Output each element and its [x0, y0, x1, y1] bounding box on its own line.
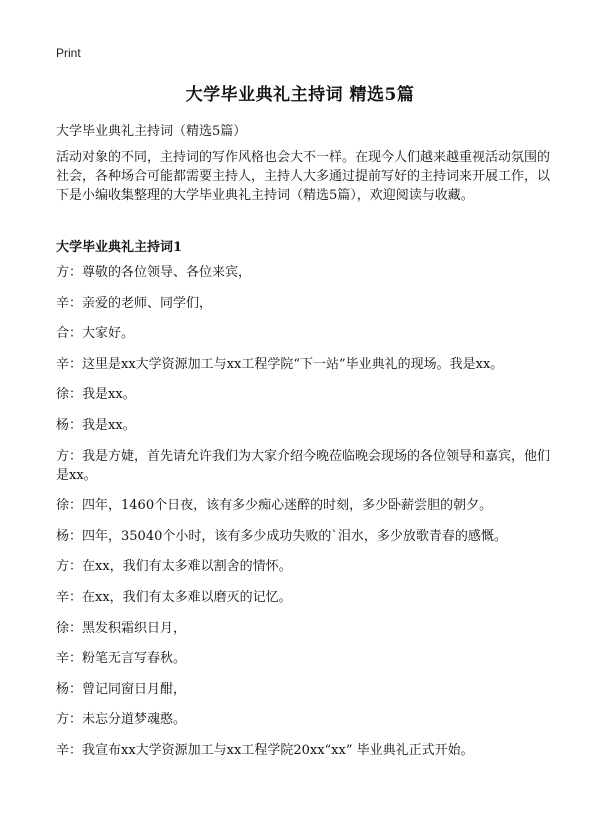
dialogue-line: 合：大家好。: [56, 326, 135, 342]
dialogue-line: 徐：四年，1460个日夜，该有多少痴心迷醉的时刻，多少卧薪尝胆的朝夕。: [56, 498, 493, 514]
dialogue-line: 方：尊敬的各位领导、各位来宾，: [56, 265, 252, 280]
dialogue-list: [56, 263, 552, 772]
dialogue-line: 辛：在xx，我们有太多难以磨灭的记忆。: [56, 589, 292, 605]
dialogue-line: 徐：黑发积霜织日月，: [56, 620, 187, 636]
dialogue-line: 辛：我宣布xx大学资源加工与xx工程学院20xx“xx” 毕业典礼正式开始。: [56, 742, 474, 758]
intro-paragraph: 活动对象的不同，主持词的写作风格也会大不一样。在现今人们越来越重视活动氛围的社会，各种场合可能都需要主持人，主持人大多通过提前写好的主持词来开展工作，以下是小编收集整理的大学毕业典礼主持词（精选5篇），欢迎阅读与收藏。: [56, 150, 551, 203]
dialogue-line: 方：在xx，我们有太多难以割舍的情怀。: [56, 559, 292, 575]
dialogue-line: 杨：四年，35040个小时，该有多少成功失败的`泪水，多少放歌青春的感慨。: [56, 528, 507, 544]
dialogue-line: 方：未忘分道梦魂憨。: [56, 712, 187, 728]
print-label: Print: [56, 46, 81, 60]
page-title: 大学毕业典礼主持词 精选5篇: [185, 85, 415, 105]
dialogue-line: 杨：曾记同窗日月酣，: [56, 681, 187, 697]
dialogue-line: 杨：我是xx。: [56, 417, 136, 433]
dialogue-line: 徐：我是xx。: [56, 387, 136, 403]
dialogue-line: 辛：亲爱的老师、同学们，: [56, 295, 213, 311]
section-heading: 大学毕业典礼主持词1: [56, 240, 183, 255]
subtitle: 大学毕业典礼主持词（精选5篇）: [56, 124, 247, 139]
dialogue-line: 辛：这里是xx大学资源加工与xx工程学院“下一站”毕业典礼的现场。我是xx。: [56, 356, 504, 372]
dialogue-line: 辛：粉笔无言写春秋。: [56, 651, 187, 667]
dialogue-line: 方：我是方婕，首先请允许我们为大家介绍今晚莅临晚会现场的各位领导和嘉宾，他们是xx。: [56, 448, 551, 483]
